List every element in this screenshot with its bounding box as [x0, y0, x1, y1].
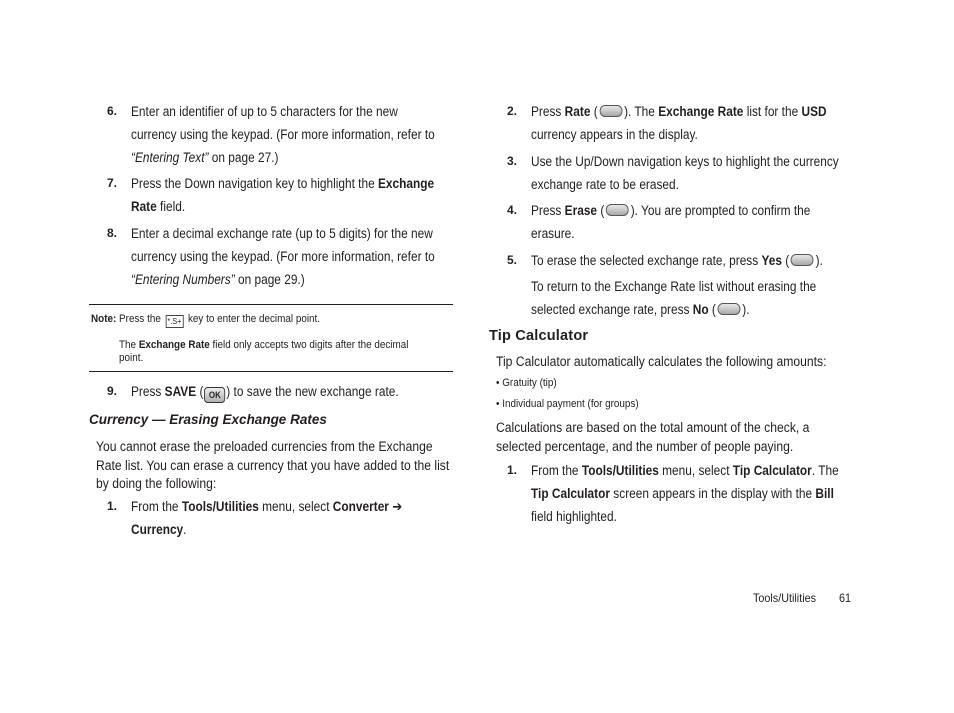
step-text-part: ).: [742, 302, 750, 317]
step-text-part: . The: [811, 463, 839, 478]
menu-option: Tip Calculator: [732, 463, 812, 478]
step-number: 6.: [107, 104, 118, 118]
step-text-part: From the: [531, 463, 582, 478]
step3-line2: exchange rate to be erased.: [531, 177, 679, 192]
step-text-part: screen appears in the display with the: [610, 486, 816, 501]
menu-name: Tools/Utilities: [181, 499, 259, 514]
paragraph-line: You cannot erase the preloaded currencies from the Exchange: [96, 439, 433, 454]
step-text-part: ). The: [624, 104, 659, 119]
softkey-name: Yes: [761, 253, 782, 268]
step-text-part: (: [708, 302, 716, 317]
right-softkey-icon: [718, 303, 741, 315]
ok-key-icon: OK: [204, 387, 225, 403]
step7-line1: [131, 172, 434, 195]
step9-text-part: ) to save the new exchange rate.: [226, 384, 399, 399]
tip-intro: Tip Calculator automatically calculates the following amounts:: [496, 354, 827, 369]
step5-line1: [531, 249, 823, 272]
paragraph-line: Calculations are based on the total amount of the check, a: [496, 420, 810, 435]
tip-calculator-heading: Tip Calculator: [489, 328, 589, 344]
step6-text: [131, 100, 435, 169]
screen-name: Exchange Rate: [658, 104, 744, 119]
cross-reference: “Entering Numbers”: [131, 272, 235, 287]
step-text-part: To erase the selected exchange rate, press: [531, 253, 762, 268]
cross-reference-suffix: on page 29.): [234, 272, 305, 287]
tip-step1-line3: field highlighted.: [531, 509, 617, 524]
cross-reference: “Entering Text”: [131, 150, 209, 165]
step2-line1: [531, 100, 827, 123]
left-softkey-icon: [599, 105, 622, 117]
step6-line3: [131, 146, 435, 169]
step-number: 7.: [107, 176, 118, 190]
step8-line3: [131, 268, 435, 291]
step-text-part: selected exchange rate, press: [531, 302, 693, 317]
step-number: 5.: [507, 253, 518, 267]
step7-text-part: field.: [156, 199, 186, 214]
step-text-part: From the: [131, 499, 182, 514]
footer-section-name: Tools/Utilities: [753, 591, 817, 605]
field-name: Bill: [815, 486, 834, 501]
step4-text: [531, 199, 810, 245]
softkey-name: Rate: [564, 104, 591, 119]
step4-line1: [531, 199, 810, 222]
calculation-paragraph: [496, 419, 809, 456]
note-line3: point.: [119, 352, 144, 364]
step-number: 3.: [507, 154, 518, 168]
step9-text: [131, 380, 399, 403]
step3-line1: Use the Up/Down navigation keys to highlight the currency: [531, 154, 839, 169]
field-name: Rate: [131, 199, 157, 214]
note-label: Note:: [91, 313, 117, 325]
note-line2: [119, 338, 408, 352]
cross-reference-suffix: on page 27.): [208, 150, 279, 165]
field-name: Exchange: [377, 176, 435, 191]
currency-name: USD: [801, 104, 827, 119]
step5-line3: [531, 298, 816, 321]
step-number: 2.: [507, 104, 518, 118]
erase-step1-line1: [131, 495, 402, 518]
step-text-part: .: [183, 522, 187, 537]
note-line1: [91, 312, 320, 328]
paragraph-line: selected percentage, and the number of people paying.: [496, 438, 794, 454]
step7-text: [131, 172, 434, 218]
note-text: field only accepts two digits after the decimal: [209, 339, 409, 351]
note-text: key to enter the decimal point.: [185, 313, 321, 325]
step9-text-part: Press: [131, 384, 165, 399]
note-text: Press the: [116, 313, 164, 325]
section-title: Currency — Erasing Exchange Rates: [89, 412, 327, 427]
step-number: 9.: [107, 384, 118, 398]
left-softkey-icon: [791, 254, 814, 266]
softkey-name: No: [692, 302, 709, 317]
page-number: 61: [839, 591, 852, 605]
note-top-rule: [89, 304, 453, 305]
tip-step1-line1: [531, 459, 839, 482]
note-bottom-rule: [89, 371, 453, 372]
menu-option: Converter ➔: [332, 499, 403, 514]
step-text-part: (: [597, 203, 605, 218]
step-text-part: menu, select: [658, 463, 733, 478]
star-key-icon: *.S+: [165, 315, 183, 328]
tip-step1-text: [531, 459, 839, 528]
step5-line2: To return to the Exchange Rate list without erasing the: [531, 279, 817, 294]
step-text-part: ). You are prompted to confirm the: [630, 203, 811, 218]
step-text-part: (: [590, 104, 598, 119]
section-paragraph: [96, 438, 449, 494]
step3-text: [531, 150, 839, 196]
step8-text: [131, 222, 435, 291]
paragraph-line: by doing the following:: [96, 476, 217, 491]
left-softkey-icon: [606, 204, 629, 216]
field-name: Exchange Rate: [138, 339, 210, 351]
step2-text: [531, 100, 827, 146]
softkey-name: Erase: [564, 203, 598, 218]
step-text-part: menu, select: [258, 499, 333, 514]
step5-continued: [531, 275, 816, 321]
screen-name: Tip Calculator: [531, 486, 611, 501]
step-number: 4.: [507, 203, 518, 217]
step7-line2: [131, 195, 434, 218]
tip-step1-line2: [531, 482, 839, 505]
erase-step1-line2: [131, 518, 402, 541]
step5-text: [531, 249, 823, 272]
menu-name: Tools/Utilities: [581, 463, 659, 478]
step9-text-part: (: [196, 384, 204, 399]
step-text-part: ).: [815, 253, 823, 268]
step-number: 8.: [107, 226, 118, 240]
step-number: 1.: [507, 463, 518, 477]
step-text-part: list for the: [743, 104, 802, 119]
note-text: The: [119, 339, 139, 351]
bullet-gratuity: • Gratuity (tip): [496, 377, 557, 389]
paragraph-line: Rate list. You can erase a currency that you have added to the list: [96, 457, 450, 473]
step7-text-part: Press the Down navigation key to highlight the: [131, 176, 378, 191]
softkey-name: SAVE: [164, 384, 197, 399]
step-text-part: Press: [531, 203, 565, 218]
step8-line2: currency using the keypad. (For more information, refer to: [131, 249, 435, 264]
step-text-part: Press: [531, 104, 565, 119]
step8-line1: Enter a decimal exchange rate (up to 5 digits) for the new: [131, 226, 433, 241]
step2-line2: currency appears in the display.: [531, 127, 698, 142]
menu-option: Currency: [131, 522, 184, 537]
step-text-part: (: [781, 253, 790, 268]
step-number: 1.: [107, 499, 118, 513]
erase-step1-text: [131, 495, 402, 541]
bullet-individual-payment: • Individual payment (for groups): [496, 398, 639, 410]
step4-line2: erasure.: [531, 226, 575, 241]
step6-line1: Enter an identifier of up to 5 characters for the new: [131, 104, 398, 119]
step6-line2: currency using the keypad. (For more information, refer to: [131, 127, 435, 142]
